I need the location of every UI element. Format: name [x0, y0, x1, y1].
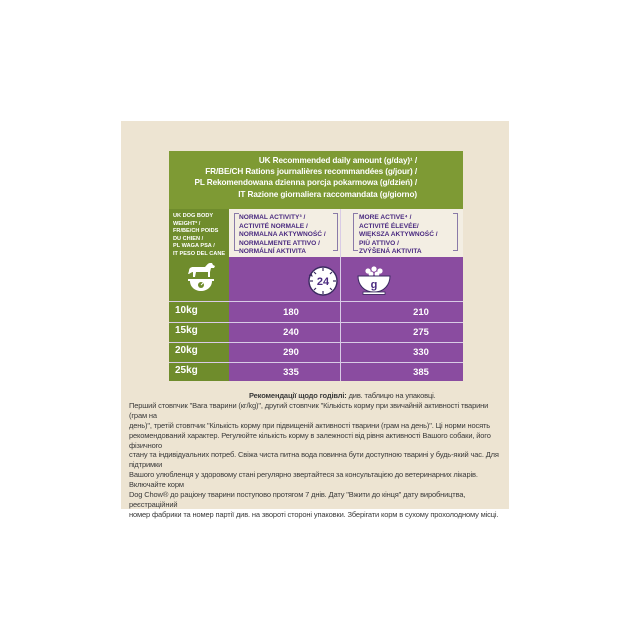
table-row [169, 322, 463, 342]
weight-title-line: FR/BE/CH POIDS [173, 228, 219, 235]
weight-title-line: PL WAGA PSA / [173, 243, 215, 250]
instructions-line: день)", третій стовпчик "Кількість корму при підвищеній активності тварини (грам на день)". Ці норми носять [129, 420, 491, 430]
weight-title-line: IT PESO DEL CANE [173, 250, 226, 257]
instructions-line: Dog Chow® до раціону тварини поступово протягом 7 днів. Дату "Вжити до кінця" дату виробництва, реєстраційний [129, 490, 466, 509]
more-amount-cell: 210 [413, 306, 429, 317]
more-active-label [359, 214, 459, 254]
header-line-it: IT Razione giornaliera raccomandata (g/giorno) [238, 189, 417, 199]
normal-amount-cell: 240 [283, 326, 299, 337]
more-amount-cell: 275 [413, 326, 429, 337]
activity-line: NORMÁLNÍ AKTIVITA [239, 248, 307, 256]
dog-on-scale-icon [185, 259, 217, 295]
activity-line: NORMALNA AKTYWNOŚĆ / [239, 231, 326, 239]
weight-cell: 10kg [175, 305, 198, 316]
normal-activity-label [239, 214, 344, 254]
feeding-instructions [129, 391, 503, 520]
activity-line: ACTIVITÉ ÉLEVÉE/ [359, 222, 419, 230]
instructions-line: номер фабрики та номер партії див. на звороті стороні упаковки. Зберігати корм в сухому прохолодному місці. [129, 509, 499, 519]
clock-label: 24 [316, 276, 330, 288]
weight-cell: 20kg [175, 345, 198, 356]
header-line-uk: UK Recommended daily amount (g/day)¹ / [258, 156, 417, 165]
instructions-line: стану та індивідуальних потреб. Свіжа чиста питна вода повинна бути доступною тварині у будь-який час. Для підтримки [129, 450, 499, 470]
header-line-fr: FR/BE/CH Rations journalières recommandées (g/jour) / [205, 167, 417, 177]
instructions-heading: Рекомендації щодо годівлі: [249, 391, 347, 400]
activity-line: NORMALMENTE ATTIVO / [239, 239, 320, 247]
normal-amount-cell: 290 [283, 346, 299, 357]
normal-amount-cell: 180 [283, 306, 299, 317]
instructions-line: Вашого улюбленця у здоровому стані регулярно звертайтеся за консультацією до ветеринарних лікарів. Включайте корм [129, 470, 478, 490]
normal-amount-cell: 335 [283, 366, 299, 377]
activity-line: PIÙ ATTIVO / [359, 239, 399, 247]
feeding-table [169, 151, 463, 381]
table-row [169, 342, 463, 362]
activity-line: ZVÝŠENÁ AKTIVITA [359, 248, 422, 256]
weight-cell: 25kg [175, 365, 198, 376]
clock-24h-icon [305, 265, 341, 297]
instructions-line: Перший стовпчик "Вага тварини (кг/kg)", другий стовпчик "Кількість корму при звичайній активності тварини (грам на [129, 400, 489, 420]
instructions-line: рекомендований характер. Регулюйте кількість корму в залежності від рівня активності Вашого собаки, його фізичного [129, 430, 491, 450]
instructions-heading-line [129, 391, 503, 401]
food-bowl-icon [353, 263, 395, 297]
weight-cell: 15kg [175, 325, 198, 336]
table-header [169, 151, 463, 209]
bracket-left [353, 213, 358, 251]
weight-title-line: DU CHIEN / [173, 235, 204, 242]
activity-line: NORMAL ACTIVITY³ / [239, 214, 306, 221]
header-line-pl: PL Rekomendowana dzienna porcja pokarmowa (g/dzień) / [194, 178, 417, 188]
table-row [169, 302, 463, 322]
weight-column-title [173, 213, 229, 259]
weight-title-line: UK DOG BODY [173, 213, 214, 219]
weight-title-line: WEIGHT² / [173, 220, 201, 227]
table-row [169, 362, 463, 382]
instructions-heading-rest: див. таблицю на упаковці. [346, 391, 436, 400]
activity-line: MORE ACTIVE⁴ / [359, 214, 412, 221]
activity-line: WIĘKSZA AKTYWNOŚĆ / [359, 231, 438, 239]
feeding-guide-panel [121, 121, 509, 519]
activity-header-row [229, 209, 463, 257]
bowl-label: g [370, 279, 378, 291]
more-amount-cell: 330 [413, 346, 429, 357]
activity-line: ACTIVITÉ NORMALE / [239, 222, 308, 230]
more-amount-cell: 385 [413, 366, 429, 377]
